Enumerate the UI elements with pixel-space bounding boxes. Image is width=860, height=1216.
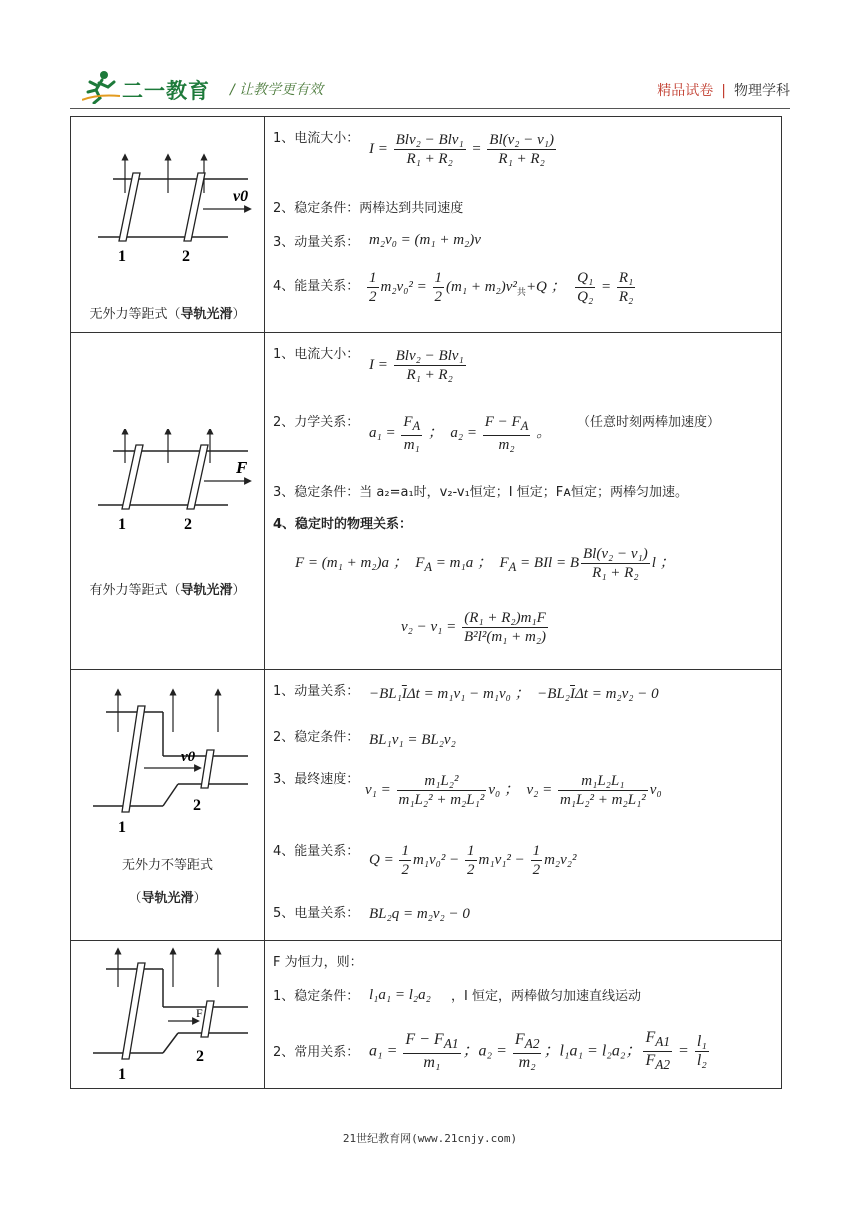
brand-name: 二一教育 xyxy=(122,79,210,103)
row-figure-cell xyxy=(71,941,265,1089)
row-content-cell: 1、电流大小： I = $\frac{\text{Blv₂ − Blv₁}}{\text{R₁ + R₂}}$ = $\frac{\text{Bl(v₂ − v₁)}}{\text{R₁ + R₂}}$ 2、稳定条件：两棒达到共同速度 3、动量关系： m₂v₀ = (m₁ + m₂)v 4、能量关系： $\frac{1}{2}$ m₂v₀² = $\frac{1}{2}$ $(m_1 + m_2)v^2_共+Q$ ； $\frac{\text{Q₁}}{\text{Q₂}}$ = $\frac{\text{R₁}}{\text{R₂}}$ xyxy=(265,117,782,333)
svg-text:2: 2 xyxy=(183,516,192,533)
table-row xyxy=(71,670,782,941)
steady-formula: l₁a₁ = l₂a₂ xyxy=(369,987,431,1003)
row-content-cell: F 为恒力，则： 1、稳定条件： l₁a₁ = l₂a₂ ，I 恒定，两棒做匀加速直线运动 2、常用关系： a₁ = $\frac{F - F_{A1}}{\text{m₁}}$ ；a₂ = $\frac{F_{A2}}{\text{m₂}}$ ；l₁a₁ = l₂a₂； $\frac{F_{A1}}{F_{A2}}$ = $\frac{\text{l₁}}{\text{l₂}}$ xyxy=(265,941,782,1089)
svg-text:1: 1 xyxy=(117,516,126,533)
svg-text:F: F xyxy=(235,458,247,477)
current-formula: I = $\frac{\text{Blv₂ − Blv₁}}{\text{R₁ + R₂}}$ = $\frac{\text{Bl(v₂ − v₁)}}{\text{R₁ + R₂}}$ xyxy=(369,132,554,167)
header-divider xyxy=(70,108,790,109)
svg-text:1: 1 xyxy=(117,819,126,836)
slogan: / 让教学更有效 xyxy=(230,82,324,98)
formula-table xyxy=(70,116,782,1089)
rails-diagram xyxy=(78,429,258,579)
row-caption: 无外力不等距式 xyxy=(121,858,213,873)
relations-formula: a₁ = $\frac{F - F_{A1}}{\text{m₁}}$ ；a₂ = $\frac{F_{A2}}{\text{m₂}}$ ；l₁a₁ = l₂a₂； $\frac{F_{A1}}{F_{A2}}$ = $\frac{\text{l₁}}{\text{l₂}}$ xyxy=(369,1029,707,1073)
steady-formula: F = (m₁ + m₂)a ； $F_A = m_1a$ ； $F_A$ = BIl = B $\frac{\text{Bl(v₂ − v₁)}}{\text{R₁ + R₂}}$ l ； xyxy=(295,546,675,581)
table-row xyxy=(71,333,782,670)
row-caption-sub: （导轨光滑） xyxy=(128,891,207,906)
svg-text:F: F xyxy=(195,1006,203,1020)
svg-text:1: 1 xyxy=(117,248,126,265)
tag-premium: 精品试卷 xyxy=(657,83,714,99)
running-man-icon xyxy=(82,70,122,104)
force-formula: a₁ = $\frac{F_A}{\text{m₁}}$ ； a₂ = $\frac{F - F_A}{\text{m₂}}$ 。 xyxy=(369,414,552,453)
svg-text:2: 2 xyxy=(181,248,190,265)
energy-formula: $\frac{1}{2}$ m₂v₀² = $\frac{1}{2}$ $(m_1 + m_2)v^2_共+Q$ ； $\frac{\text{Q₁}}{\text{Q₂}}$ = $\frac{\text{R₁}}{\text{R₂}}$ xyxy=(369,270,634,305)
current-formula: I = $\frac{\text{Blv₂ − Blv₁}}{\text{R₁ + R₂}}$ xyxy=(369,348,464,383)
velocity-diff-formula: v₂ − v₁ = $\frac{\text{(R₁ + R₂)m₁F}}{\text{B²l²(m₁ + m₂)}}$ xyxy=(401,610,547,645)
tag-subject: 物理学科 xyxy=(734,83,790,99)
momentum-formula: m₂v₀ = (m₁ + m₂)v xyxy=(369,232,481,248)
table-row xyxy=(71,941,782,1089)
row-figure-cell xyxy=(71,333,265,670)
momentum-formula: $-BL_1\overline{I}\Delta t = m_1v_1 - m_1v_0$ ； $-BL_2\overline{I}\Delta t = m_2v_2 - 0$ xyxy=(369,686,659,702)
page-header xyxy=(70,62,790,112)
final-velocity-formula: v₁ = $\frac{\text{m₁L₂²}}{\text{m₁L₂² + m₂L₁²}}$ v₀ ； v₂ = $\frac{\text{m₁L₂L₁}}{\text{m₁L₂² + m₂L₁²}}$ v₀ xyxy=(365,773,662,808)
row-caption: 有外力等距式（导轨光滑） xyxy=(89,583,246,598)
svg-text:1: 1 xyxy=(117,1066,126,1083)
table-row xyxy=(71,117,782,333)
charge-formula: BL₂q = m₂v₂ − 0 xyxy=(369,906,470,922)
svg-text:2: 2 xyxy=(195,1048,204,1065)
rails-diagram xyxy=(78,947,258,1087)
rails-diagram xyxy=(78,153,258,303)
row-content-cell: 1、电流大小： I = $\frac{\text{Blv₂ − Blv₁}}{\text{R₁ + R₂}}$ 2、力学关系： a₁ = $\frac{F_A}{\text{m₁}}$ ； a₂ = $\frac{F - F_A}{\text{m₂}}$ 。 （任意时刻两棒加速度） 3、稳定条件：当 a₂=a₁时，v₂-v₁恒定；I 恒定；Fᴀ恒定；两棒匀加速。 4、稳定时的物理关系： F = (m₁ + m₂)a ； $F_A = m_1a$ ； $F_A$ = BIl = B $\frac{\text{Bl(v₂ − v₁)}}{\text{R₁ + R₂}}$ l ； v₂ − v₁ = $\frac{\text{(R₁ + R₂)m₁F}}{\text{B²l²(m₁ + m₂)}}$ xyxy=(265,333,782,670)
svg-text:v0: v0 xyxy=(180,749,195,765)
energy-formula: Q = $\frac{1}{2}$ m₁v₀² − $\frac{1}{2}$ m₁v₁² − $\frac{1}{2}$ m₂v₂² xyxy=(369,843,577,878)
row-figure-cell xyxy=(71,670,265,941)
row-content-cell: 1、动量关系： $-BL_1\overline{I}\Delta t = m_1v_1 - m_1v_0$ ； $-BL_2\overline{I}\Delta t = m_2v_2 - 0$ 2、稳定条件： BL₁v₁ = BL₂v₂ 3、最终速度： v₁ = $\frac{\text{m₁L₂²}}{\text{m₁L₂² + m₂L₁²}}$ v₀ ； v₂ = $\frac{\text{m₁L₂L₁}}{\text{m₁L₂² + m₂L₁²}}$ v₀ 4、能量关系： Q = $\frac{1}{2}$ m₁v₀² − $\frac{1}{2}$ m₁v₁² − $\frac{1}{2}$ m₂v₂² 5、电量关系： BL₂q = m₂v₂ − 0 xyxy=(265,670,782,941)
rails-diagram xyxy=(78,688,258,838)
row-caption: 无外力等距式（导轨光滑） xyxy=(89,307,246,322)
page-footer: 21世纪教育网(www.21cnjy.com) xyxy=(342,1132,518,1145)
header-tags: 精品试卷 | 物理学科 xyxy=(657,83,790,99)
row-figure-cell xyxy=(71,117,265,333)
svg-text:2: 2 xyxy=(192,797,201,814)
svg-text:v0: v0 xyxy=(232,188,248,205)
steady-formula: BL₁v₁ = BL₂v₂ xyxy=(369,732,456,748)
